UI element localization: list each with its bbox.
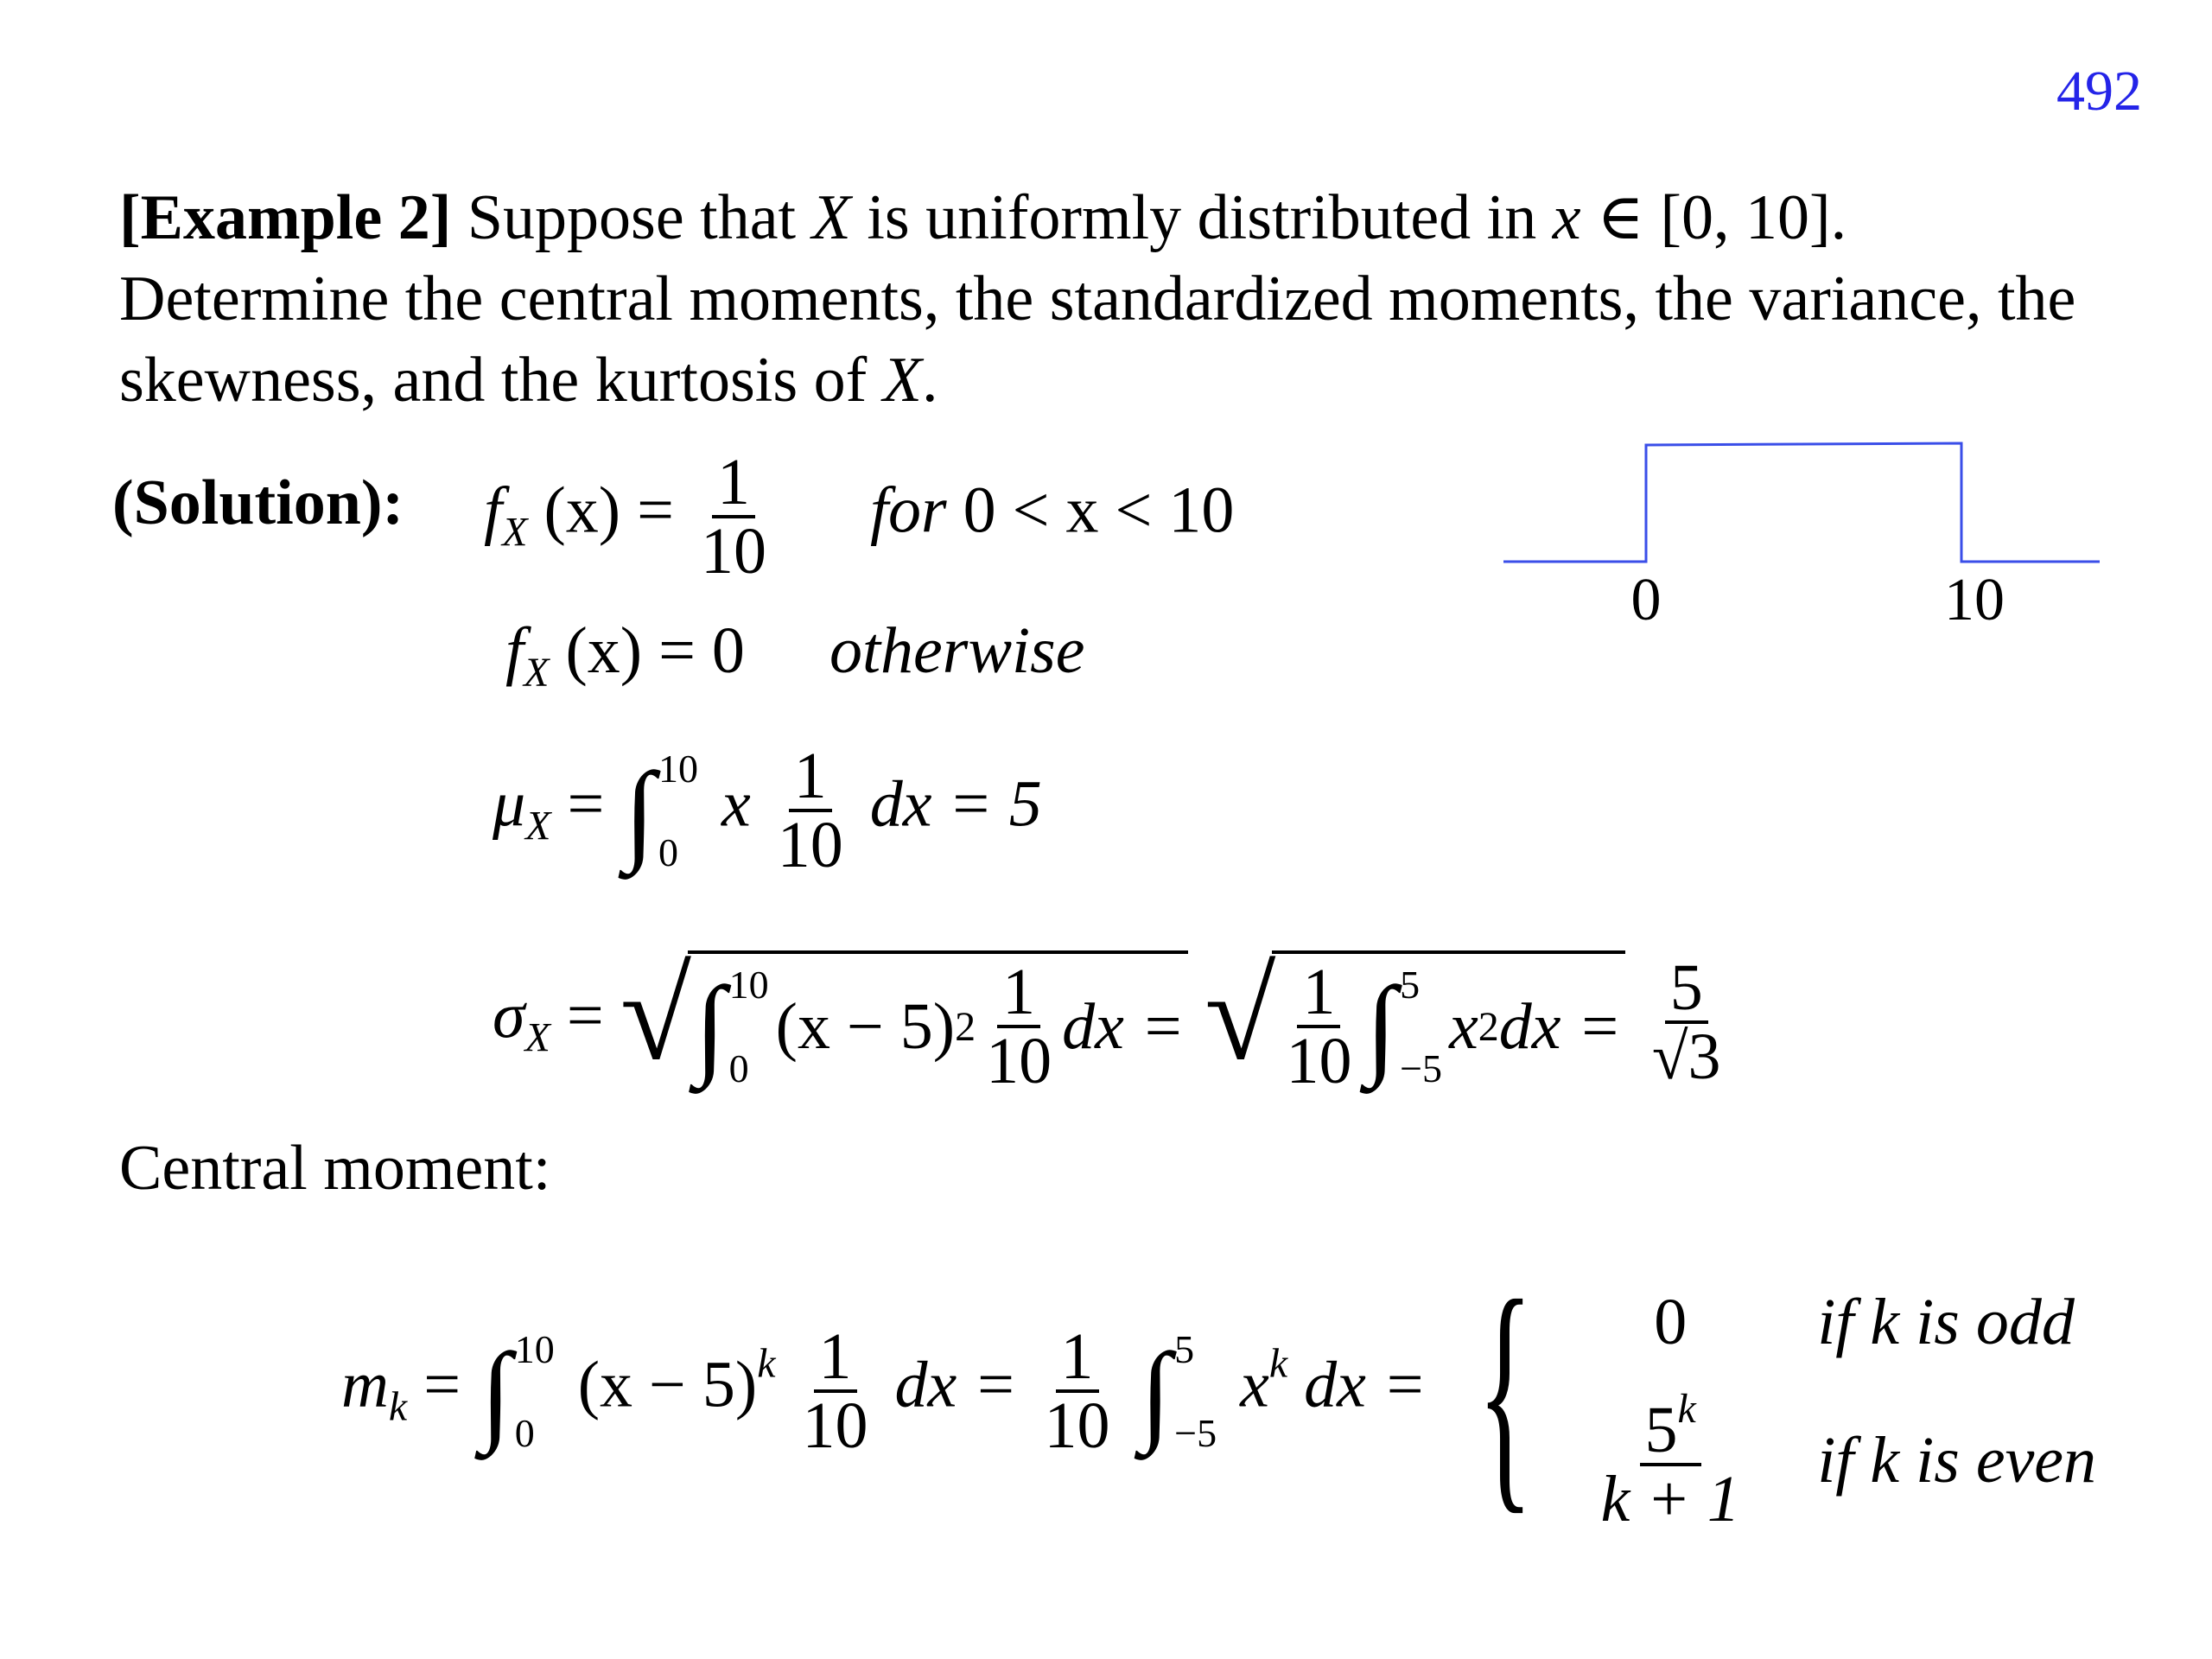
solution-label: (Solution): [112, 467, 404, 538]
tick-label-0: 0 [1630, 567, 1662, 633]
central-moment-label: Central moment: [119, 1133, 551, 1204]
uniform-pdf-plot [1495, 428, 2117, 652]
problem-statement: [Example 2] Suppose that X is uniformly distributed in x ∈ [0, 10]. Determine the central moments, the standardized moments, the variance, the skewness, and the kurtosis of X. [119, 182, 2076, 416]
mean-equation: $\mu_X$ = ∫ 10 0 x $\frac{1}{10}$ dx = 5 [493, 740, 1042, 881]
page-number: 492 [2056, 60, 2142, 123]
example-label: [Example 2] [119, 182, 452, 253]
pdf-step-line [1503, 443, 2100, 562]
std-dev-equation: $\sigma_X$ = √ ∫ 10 0 (x − 5) 2 $\frac{1}{10}$ dx = √ $\frac{1}{10}$ ∫ 5 −5 x 2 dx = $\frac{5}{√3}$ [493, 944, 1721, 1097]
pdf-equation: $f_X$ (x) = $\frac{1}{10}$ for 0 < x < 10 [484, 446, 1235, 588]
tick-label-10: 10 [1944, 567, 2005, 633]
central-moment-equation: $m_k$ = ∫ 10 0 $(x - 5)^k$ $\frac{1}{10}$ dx = $\frac{1}{10}$ ∫ 5 −5 $x^k$ dx = { 0 if k is odd $\frac{5^k}{k + 1}$ if k is even [341, 1248, 2097, 1535]
pdf-otherwise-equation: $f_X$ (x) = 0 otherwise [505, 614, 1085, 696]
